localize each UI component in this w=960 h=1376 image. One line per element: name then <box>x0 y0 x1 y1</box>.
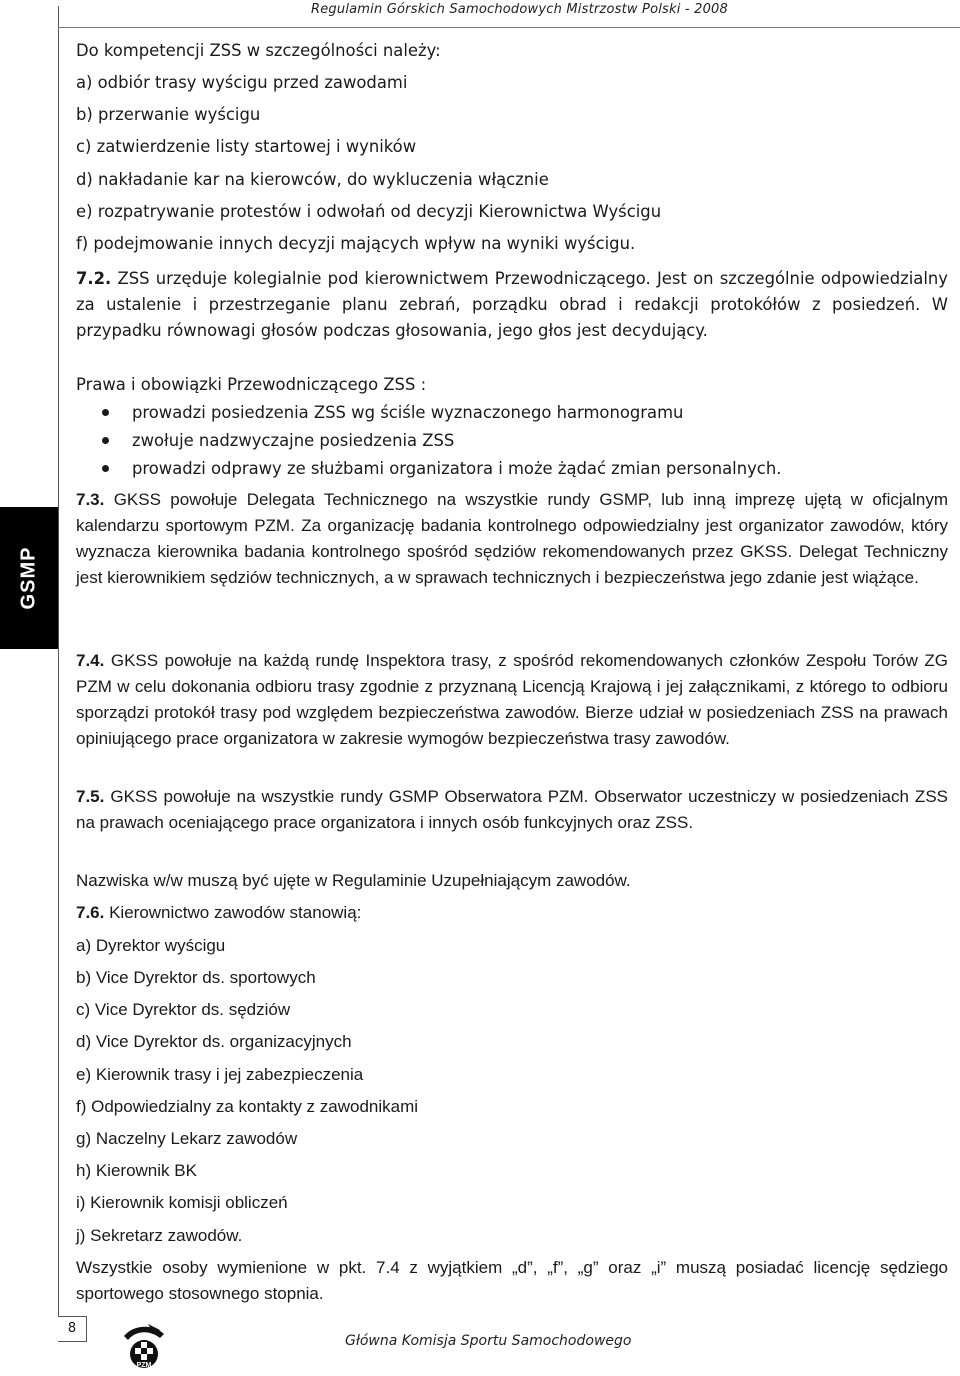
staff-item-i: i) Kierownik komisji obliczeń <box>76 1193 288 1212</box>
staff-item-h: h) Kierownik BK <box>76 1161 197 1180</box>
intro-item-b: b) przerwanie wyścigu <box>76 105 261 124</box>
list-item: prowadzi odprawy ze służbami organizatora i może żądać zmian personalnych. <box>76 455 948 483</box>
running-header: Regulamin Górskich Samochodowych Mistrzostw Polski - 2008 <box>311 2 728 17</box>
section-text: GKSS powołuje na wszystkie rundy GSMP Obserwatora PZM. Obserwator uczestniczy w posiedzeniach ZSS na prawach oceniającego prace organizatora i innych osób funkcyjnych oraz ZSS. <box>76 787 948 832</box>
side-tab-label: GSMP <box>17 546 40 610</box>
section-7-4 <box>76 648 948 752</box>
section-text: Kierownictwo zawodów stanowią: <box>109 903 362 922</box>
section-7-6 <box>76 900 948 926</box>
section-7-5-note: Nazwiska w/w muszą być ujęte w Regulaminie Uzupełniającym zawodów. <box>76 871 631 890</box>
staff-item-b: b) Vice Dyrektor ds. sportowych <box>76 968 316 987</box>
intro-item-a: a) odbiór trasy wyścigu przed zawodami <box>76 73 408 92</box>
list-item: prowadzi posiedzenia ZSS wg ściśle wyznaczonego harmonogramu <box>76 399 948 427</box>
svg-text:PZM: PZM <box>136 1362 152 1369</box>
section-7-6-closing: Wszystkie osoby wymienione w pkt. 7.4 z wyjątkiem „d”, „f”, „g” oraz „i” muszą posiadać licencję sędziego sportowego stosownego stopnia. <box>76 1258 948 1303</box>
staff-item-e: e) Kierownik trasy i jej zabezpieczenia <box>76 1065 364 1084</box>
staff-item-a: a) Dyrektor wyścigu <box>76 936 226 955</box>
list-item: zwołuje nadzwyczajne posiedzenia ZSS <box>76 427 948 455</box>
intro-item-d: d) nakładanie kar na kierowców, do wykluczenia włącznie <box>76 170 549 189</box>
intro-item-c: c) zatwierdzenie listy startowej i wyników <box>76 137 417 156</box>
staff-item-j: j) Sekretarz zawodów. <box>76 1226 243 1245</box>
section-number: 7.4. <box>76 651 105 670</box>
duties-heading: Prawa i obowiązki Przewodniczącego ZSS : <box>76 375 427 394</box>
section-number: 7.2. <box>76 269 112 288</box>
intro-item-e: e) rozpatrywanie protestów i odwołań od decyzji Kierownictwa Wyścigu <box>76 202 662 221</box>
margin-rule <box>58 6 59 1316</box>
footer-organization: Główna Komisja Sportu Samochodowego <box>345 1333 632 1349</box>
staff-item-d: d) Vice Dyrektor ds. organizacyjnych <box>76 1032 352 1051</box>
pzm-logo-icon <box>120 1322 168 1370</box>
intro-item-f: f) podejmowanie innych decyzji mających wpływ na wyniki wyścigu. <box>76 234 636 253</box>
section-7-3 <box>76 487 948 591</box>
intro-heading: Do kompetencji ZSS w szczególności należy: <box>76 41 441 60</box>
section-number: 7.6. <box>76 903 105 922</box>
side-tab <box>0 507 58 649</box>
staff-item-f: f) Odpowiedzialny za kontakty z zawodnikami <box>76 1097 419 1116</box>
page-number: 8 <box>58 1316 87 1342</box>
duties-list <box>76 399 948 483</box>
staff-item-c: c) Vice Dyrektor ds. sędziów <box>76 1000 291 1019</box>
section-7-2 <box>76 266 948 344</box>
section-text: GKSS powołuje na każdą rundę Inspektora trasy, z spośród rekomendowanych członków Zespołu Torów ZG PZM w celu dokonania odbioru trasy zgodnie z przyznaną Licencją Krajową i jej załącznikami, z którego to odbioru sporządzi protokół trasy pod względem bezpieczeństwa zawodów. Bierze udział w posiedzeniach ZSS na prawach opiniującego prace organizatora w zakresie wymogów bezpieczeństwa trasy zawodów. <box>76 651 948 748</box>
section-text: ZSS urzęduje kolegialnie pod kierownictwem Przewodniczącego. Jest on szczególnie odpowiedzialny za ustalenie i przestrzeganie planu zebrań, porządku obrad i redakcji protokółów z posiedzeń. W przypadku równowagi głosów podczas głosowania, jego głos jest decydujący. <box>76 269 948 340</box>
section-7-5 <box>76 784 948 836</box>
section-number: 7.3. <box>76 490 105 509</box>
header-rule <box>58 27 960 28</box>
section-text: GKSS powołuje Delegata Technicznego na wszystkie rundy GSMP, lub inną imprezę ujętą w oficjalnym kalendarzu sportowym PZM. Za organizację badania kontrolnego odpowiedzialny jest organizator zawodów, który wyznacza kierownika badania kontrolnego spośród sędziów rekomendowanych przez GKSS. Delegat Techniczny jest kierownikiem sędziów technicznych, a w sprawach technicznych i bezpieczeństwa jego zdanie jest wiążące. <box>76 490 948 587</box>
section-number: 7.5. <box>76 787 105 806</box>
staff-item-g: g) Naczelny Lekarz zawodów <box>76 1129 298 1148</box>
